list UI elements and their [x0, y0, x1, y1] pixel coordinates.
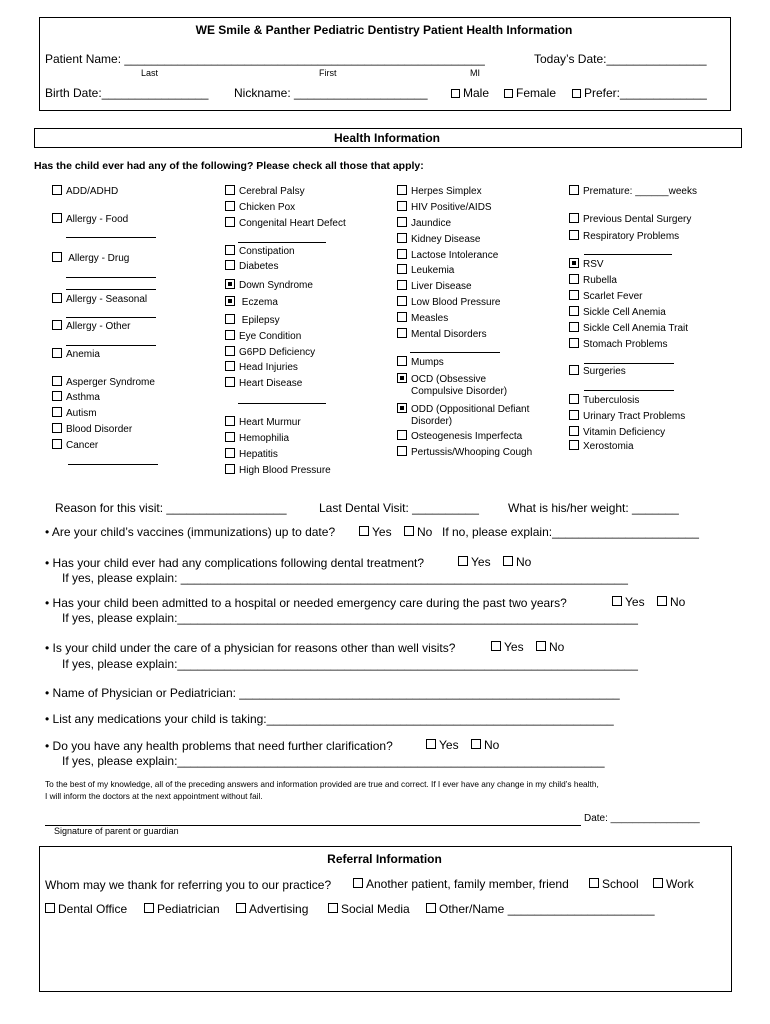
allergy-drug-blank[interactable] — [66, 277, 156, 278]
q-complications-yes[interactable] — [458, 555, 491, 569]
checkbox[interactable] — [236, 903, 246, 913]
birth-date-field[interactable]: Birth Date:________________ — [45, 86, 209, 100]
condition-item[interactable] — [52, 252, 129, 265]
label: School — [602, 877, 639, 891]
condition-label: Autism — [66, 408, 97, 419]
condition-item[interactable] — [397, 296, 501, 309]
condition-item[interactable] — [52, 293, 147, 306]
condition-checkbox[interactable] — [397, 356, 407, 366]
condition-label: Asthma — [66, 392, 100, 403]
q-health-problems: • Do you have any health problems that need further clarification? — [45, 739, 393, 753]
condition-checkbox[interactable] — [397, 217, 407, 227]
condition-item[interactable] — [225, 279, 313, 292]
condition-label: G6PD Deficiency — [239, 347, 316, 358]
condition-checkbox[interactable] — [569, 290, 579, 300]
referral-opt-advertising[interactable] — [236, 902, 308, 916]
condition-label: Congenital Heart Defect — [239, 218, 346, 229]
q-physician-care-no[interactable] — [536, 640, 564, 654]
q-physician-care-yes[interactable] — [491, 640, 524, 654]
condition-label: Asperger Syndrome — [66, 377, 155, 388]
q-vaccines: • Are your child’s vaccines (immunizations) up to date? — [45, 525, 336, 539]
condition-checkbox[interactable] — [225, 185, 235, 195]
weight-field[interactable]: What is his/her weight: _______ — [508, 501, 679, 515]
condition-label-line-2: Disorder) — [411, 416, 453, 427]
condition-label: Allergy - Other — [66, 321, 131, 332]
condition-item[interactable] — [397, 264, 454, 277]
condition-checkbox[interactable] — [569, 306, 579, 316]
referral-opt-pediatrician[interactable] — [144, 902, 220, 916]
condition-item[interactable] — [225, 185, 305, 198]
signature-label: Signature of parent or guardian — [54, 826, 179, 836]
condition-label: Cerebral Palsy — [239, 186, 305, 197]
yes-label: Yes — [504, 640, 524, 654]
allergy-seasonal-blank[interactable] — [66, 317, 156, 318]
condition-label: Eczema — [239, 297, 278, 308]
condition-checkbox[interactable] — [397, 264, 407, 274]
referral-opt-work[interactable] — [653, 877, 694, 891]
condition-checkbox[interactable] — [225, 279, 235, 289]
condition-item[interactable] — [569, 426, 665, 439]
condition-checkbox[interactable] — [569, 274, 579, 284]
last-dental-visit-field[interactable]: Last Dental Visit: __________ — [319, 501, 479, 515]
referral-opt-school[interactable] — [589, 877, 639, 891]
condition-item[interactable] — [225, 432, 289, 445]
condition-label: Liver Disease — [411, 281, 472, 292]
condition-item[interactable] — [225, 377, 302, 390]
condition-checkbox[interactable] — [397, 403, 407, 413]
condition-label: Allergy - Drug — [66, 253, 130, 264]
condition-label: ODD (Oppositional Defiant — [411, 404, 530, 415]
condition-checkbox[interactable] — [569, 426, 579, 436]
condition-checkbox[interactable] — [225, 464, 235, 474]
no-label: No — [417, 525, 433, 539]
allergy-food-blank[interactable] — [66, 237, 156, 238]
checkbox[interactable] — [653, 878, 663, 888]
male-option[interactable] — [451, 86, 489, 100]
condition-checkbox[interactable] — [569, 440, 579, 450]
condition-label: Surgeries — [583, 366, 626, 377]
referral-question: Whom may we thank for referring you to our practice? — [45, 878, 332, 892]
condition-checkbox[interactable] — [225, 314, 235, 324]
condition-label: Down Syndrome — [239, 280, 313, 291]
condition-label: Tuberculosis — [583, 395, 640, 406]
q-health-problems-explain[interactable]: If yes, please explain:________________________________________________________________ — [62, 754, 605, 768]
condition-checkbox[interactable] — [569, 258, 579, 268]
col4-blank-3[interactable] — [584, 390, 674, 391]
condition-label: Xerostomia — [583, 441, 634, 452]
referral-opt-patient[interactable] — [353, 877, 569, 891]
condition-label: Sickle Cell Anemia — [583, 307, 666, 318]
condition-checkbox[interactable] — [52, 376, 62, 386]
no-checkbox[interactable] — [471, 739, 481, 749]
condition-checkbox[interactable] — [52, 439, 62, 449]
condition-label: OCD (Obsessive — [411, 374, 487, 385]
checkbox[interactable] — [328, 903, 338, 913]
condition-checkbox[interactable] — [52, 348, 62, 358]
condition-item[interactable] — [397, 185, 482, 198]
q-health-problems-no[interactable] — [471, 738, 499, 752]
no-checkbox[interactable] — [404, 526, 414, 536]
condition-checkbox[interactable] — [569, 394, 579, 404]
condition-item[interactable] — [569, 338, 667, 351]
cancer-blank[interactable] — [68, 464, 158, 465]
condition-item[interactable] — [225, 260, 278, 273]
condition-label: HIV Positive/AIDS — [411, 202, 492, 213]
q-complications-no[interactable] — [503, 555, 531, 569]
condition-item[interactable] — [225, 361, 298, 374]
condition-checkbox[interactable] — [397, 201, 407, 211]
q-hospital-yes[interactable] — [612, 595, 645, 609]
checkbox[interactable] — [589, 878, 599, 888]
condition-checkbox[interactable] — [225, 330, 235, 340]
condition-item[interactable] — [52, 348, 100, 361]
condition-checkbox[interactable] — [569, 410, 579, 420]
condition-label: Premature: ______weeks — [583, 186, 697, 197]
condition-label: Pertussis/Whooping Cough — [411, 447, 533, 458]
condition-label: Kidney Disease — [411, 234, 481, 245]
attestation-line-1: To the best of my knowledge, all of the preceding answers and information provided are true and correct. If I ever have any change in my child’s health, — [45, 779, 599, 789]
condition-item[interactable] — [52, 320, 130, 333]
condition-checkbox[interactable] — [52, 252, 62, 262]
yes-checkbox[interactable] — [612, 596, 622, 606]
condition-item[interactable] — [52, 213, 128, 226]
condition-item[interactable] — [397, 312, 448, 325]
condition-label: Stomach Problems — [583, 339, 668, 350]
condition-item[interactable] — [569, 290, 642, 303]
condition-item[interactable] — [397, 280, 472, 293]
condition-label: ADD/ADHD — [66, 186, 119, 197]
label: Work — [666, 877, 694, 891]
no-label: No — [516, 555, 532, 569]
allergy-drug-blank-2[interactable] — [66, 289, 156, 290]
condition-label: Constipation — [239, 246, 295, 257]
condition-checkbox[interactable] — [225, 361, 235, 371]
condition-label: Epilepsy — [239, 315, 280, 326]
label: Advertising — [249, 902, 309, 916]
condition-label: Respiratory Problems — [583, 231, 680, 242]
condition-checkbox[interactable] — [52, 423, 62, 433]
signature-date-field[interactable]: Date: ________________ — [584, 813, 700, 824]
condition-label: Herpes Simplex — [411, 186, 482, 197]
condition-label: Sickle Cell Anemia Trait — [583, 323, 689, 334]
condition-item[interactable] — [569, 213, 691, 226]
condition-label: Diabetes — [239, 261, 279, 272]
condition-checkbox[interactable] — [225, 448, 235, 458]
allergy-other-blank[interactable] — [66, 345, 156, 346]
condition-label: Mumps — [411, 357, 444, 368]
q-hospital-no[interactable] — [657, 595, 685, 609]
yes-checkbox[interactable] — [458, 556, 468, 566]
condition-checkbox[interactable] — [397, 233, 407, 243]
referral-opt-other[interactable] — [426, 902, 655, 916]
prefer-checkbox[interactable] — [572, 89, 581, 98]
condition-item[interactable] — [225, 201, 295, 214]
condition-label: Osteogenesis Imperfecta — [411, 431, 523, 442]
condition-checkbox[interactable] — [52, 213, 62, 223]
condition-label: Low Blood Pressure — [411, 297, 501, 308]
referral-opt-social[interactable] — [328, 902, 410, 916]
condition-label-line-2: Compulsive Disorder) — [411, 386, 508, 397]
col2-blank-1[interactable] — [238, 242, 326, 243]
condition-item[interactable] — [569, 185, 697, 198]
condition-item[interactable] — [397, 403, 529, 428]
condition-item[interactable] — [52, 439, 98, 452]
female-checkbox[interactable] — [504, 89, 513, 98]
q-vaccines-explain[interactable]: If no, please explain:______________________ — [442, 525, 699, 539]
condition-checkbox[interactable] — [52, 185, 62, 195]
condition-item[interactable] — [225, 245, 295, 258]
condition-label: Chicken Pox — [239, 202, 296, 213]
q-vaccines-yes[interactable] — [359, 525, 392, 539]
condition-checkbox[interactable] — [397, 249, 407, 259]
no-label: No — [670, 595, 686, 609]
q-physician-care-explain[interactable]: If yes, please explain:_____________________________________________________________________ — [62, 657, 638, 671]
referral-opt-dental[interactable] — [45, 902, 127, 916]
condition-checkbox[interactable] — [397, 312, 407, 322]
condition-checkbox[interactable] — [52, 293, 62, 303]
health-info-title: Health Information — [333, 131, 440, 145]
female-option[interactable] — [504, 86, 556, 100]
reason-for-visit-field[interactable]: Reason for this visit: __________________ — [55, 501, 287, 515]
col2-blank-2[interactable] — [238, 403, 326, 404]
condition-checkbox[interactable] — [397, 373, 407, 383]
condition-checkbox[interactable] — [569, 338, 579, 348]
condition-item[interactable] — [569, 306, 666, 319]
first-label: First — [319, 68, 337, 78]
condition-checkbox[interactable] — [569, 213, 579, 223]
no-label: No — [549, 640, 565, 654]
yes-checkbox[interactable] — [426, 739, 436, 749]
prefer-option[interactable] — [572, 86, 707, 100]
condition-item[interactable] — [569, 258, 604, 271]
col4-blank-2[interactable] — [584, 363, 674, 364]
q-complications: • Has your child ever had any complications following dental treatment? — [45, 556, 425, 570]
condition-item[interactable] — [225, 416, 301, 429]
label: Dental Office — [58, 902, 128, 916]
condition-checkbox[interactable] — [569, 230, 579, 240]
label: Other/Name ______________________ — [439, 902, 655, 916]
condition-label: Scarlet Fever — [583, 291, 643, 302]
checkbox[interactable] — [426, 903, 436, 913]
condition-checkbox[interactable] — [397, 185, 407, 195]
condition-checkbox[interactable] — [52, 320, 62, 330]
condition-label: Leukemia — [411, 265, 455, 276]
condition-item[interactable] — [52, 423, 132, 436]
col3-blank-1[interactable] — [410, 352, 500, 353]
condition-item[interactable] — [52, 185, 118, 198]
condition-item[interactable] — [569, 322, 688, 335]
male-checkbox[interactable] — [451, 89, 460, 98]
condition-checkbox[interactable] — [225, 346, 235, 356]
condition-label: Cancer — [66, 440, 99, 451]
condition-item[interactable] — [52, 376, 155, 389]
condition-item[interactable] — [569, 274, 617, 287]
condition-label: Rubella — [583, 275, 617, 286]
condition-label: Vitamin Deficiency — [583, 427, 666, 438]
form-title: WE Smile & Panther Pediatric Dentistry Patient Health Information — [195, 23, 573, 37]
condition-label: RSV — [583, 259, 604, 270]
condition-label: Jaundice — [411, 218, 452, 229]
q-vaccines-no[interactable] — [404, 525, 432, 539]
yes-checkbox[interactable] — [491, 641, 501, 651]
condition-label: Anemia — [66, 349, 100, 360]
label: Social Media — [341, 902, 410, 916]
condition-checkbox[interactable] — [569, 185, 579, 195]
condition-item[interactable] — [569, 365, 626, 378]
condition-label: Lactose Intolerance — [411, 250, 499, 261]
q-medications[interactable]: • List any medications your child is taking:____________________________________________________ — [45, 712, 614, 726]
condition-item[interactable] — [397, 249, 498, 262]
no-checkbox[interactable] — [657, 596, 667, 606]
condition-label: Previous Dental Surgery — [583, 214, 692, 225]
condition-checkbox[interactable] — [52, 407, 62, 417]
condition-checkbox[interactable] — [225, 201, 235, 211]
condition-label: Allergy - Seasonal — [66, 294, 148, 305]
condition-label: Heart Disease — [239, 378, 303, 389]
condition-checkbox[interactable] — [397, 280, 407, 290]
condition-checkbox[interactable] — [397, 430, 407, 440]
no-label: No — [484, 738, 500, 752]
yes-label: Yes — [471, 555, 491, 569]
q-physician-name[interactable]: • Name of Physician or Pediatrician: _________________________________________________________ — [45, 686, 620, 700]
condition-checkbox[interactable] — [225, 377, 235, 387]
condition-label: Hepatitis — [239, 449, 278, 460]
condition-checkbox[interactable] — [52, 391, 62, 401]
condition-item[interactable] — [52, 391, 100, 404]
checkbox[interactable] — [144, 903, 154, 913]
condition-label: Measles — [411, 313, 449, 324]
condition-checkbox[interactable] — [225, 260, 235, 270]
nickname-field[interactable]: Nickname: ____________________ — [234, 86, 428, 100]
condition-label: Allergy - Food — [66, 214, 129, 225]
condition-label: Urinary Tract Problems — [583, 411, 686, 422]
condition-item[interactable] — [225, 217, 346, 230]
checkbox[interactable] — [45, 903, 55, 913]
condition-item[interactable] — [225, 296, 278, 309]
condition-item[interactable] — [225, 448, 278, 461]
condition-checkbox[interactable] — [569, 365, 579, 375]
q-complications-explain[interactable]: If yes, please explain: ___________________________________________________________________ — [62, 571, 628, 585]
condition-checkbox[interactable] — [225, 217, 235, 227]
condition-item[interactable] — [397, 201, 492, 214]
attestation-line-2: I will inform the doctors at the next appointment without fail. — [45, 791, 263, 801]
todays-date-field[interactable]: Today’s Date:_______________ — [534, 52, 707, 66]
condition-item[interactable] — [397, 328, 487, 341]
yes-label: Yes — [439, 738, 459, 752]
condition-item[interactable] — [225, 346, 315, 359]
last-label: Last — [141, 68, 159, 78]
condition-item[interactable] — [397, 373, 507, 398]
condition-checkbox[interactable] — [569, 322, 579, 332]
condition-checkbox[interactable] — [225, 245, 235, 255]
health-question: Has the child ever had any of the following? Please check all those that apply: — [34, 160, 424, 172]
condition-item[interactable] — [569, 410, 685, 423]
condition-item[interactable] — [569, 230, 679, 243]
col4-blank-1[interactable] — [584, 254, 672, 255]
condition-checkbox[interactable] — [225, 416, 235, 426]
condition-item[interactable] — [52, 407, 97, 420]
condition-label: Head Injuries — [239, 362, 298, 373]
q-hospital-explain[interactable]: If yes, please explain:_____________________________________________________________________ — [62, 611, 638, 625]
condition-checkbox[interactable] — [397, 296, 407, 306]
male-label: Male — [463, 86, 490, 100]
condition-label: Heart Murmur — [239, 417, 301, 428]
no-checkbox[interactable] — [503, 556, 513, 566]
no-checkbox[interactable] — [536, 641, 546, 651]
checkbox[interactable] — [353, 878, 363, 888]
condition-item[interactable] — [397, 217, 451, 230]
label: Another patient, family member, friend — [366, 877, 569, 891]
yes-label: Yes — [372, 525, 392, 539]
condition-item[interactable] — [225, 330, 301, 343]
condition-item[interactable] — [569, 394, 639, 407]
condition-label: Eye Condition — [239, 331, 302, 342]
condition-checkbox[interactable] — [397, 328, 407, 338]
condition-label: Blood Disorder — [66, 424, 133, 435]
condition-item[interactable] — [569, 440, 634, 453]
referral-title: Referral Information — [327, 852, 442, 866]
condition-item[interactable] — [397, 430, 522, 443]
condition-item[interactable] — [225, 314, 280, 327]
condition-item[interactable] — [397, 356, 444, 369]
condition-checkbox[interactable] — [397, 446, 407, 456]
q-physician-care: • Is your child under the care of a physician for reasons other than well visits? — [45, 641, 456, 655]
label: Pediatrician — [157, 902, 220, 916]
condition-item[interactable] — [225, 464, 331, 477]
yes-label: Yes — [625, 595, 645, 609]
yes-checkbox[interactable] — [359, 526, 369, 536]
condition-checkbox[interactable] — [225, 432, 235, 442]
prefer-label: Prefer:_____________ — [584, 86, 707, 100]
condition-item[interactable] — [397, 446, 532, 459]
female-label: Female — [516, 86, 557, 100]
q-hospital: • Has your child been admitted to a hospital or needed emergency care during the past two years? — [45, 596, 567, 610]
mi-label: MI — [470, 68, 480, 78]
condition-label: Hemophilia — [239, 433, 290, 444]
condition-item[interactable] — [397, 233, 480, 246]
q-health-problems-yes[interactable] — [426, 738, 459, 752]
patient-name-field[interactable]: Patient Name: ______________________________________________________ — [45, 52, 485, 66]
condition-label: High Blood Pressure — [239, 465, 331, 476]
condition-checkbox[interactable] — [225, 296, 235, 306]
referral-box — [39, 846, 732, 992]
condition-label: Mental Disorders — [411, 329, 487, 340]
